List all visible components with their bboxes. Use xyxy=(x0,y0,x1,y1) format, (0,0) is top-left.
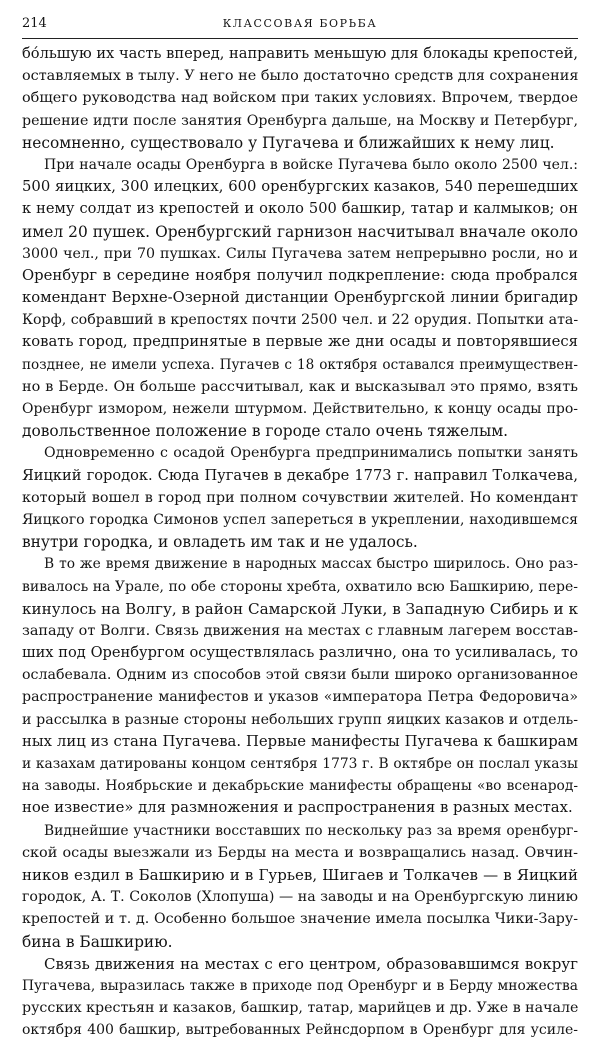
text-line: ослабевала. Одним из способов этой связи были широко организованное xyxy=(22,667,578,684)
text-line: имел 20 пушек. Оренбургский гарнизон насчитывал вначале около xyxy=(22,222,578,241)
text-line: Корф, собравший в крепостях почти 2500 чел. и 22 орудия. Попытки ата- xyxy=(22,312,578,329)
text-line: ской осады выезжали из Берды на места и возвращались назад. Овчин- xyxy=(22,844,578,861)
page-number: 214 xyxy=(22,16,47,31)
text-line: В то же время движение в народных массах быстро ширилось. Оно раз- xyxy=(44,556,578,573)
text-line: решение идти после занятия Оренбурга дальше, на Москву и Петербург, xyxy=(22,112,578,129)
text-line: оставляемых в тылу. У него не было достаточно средств для сохранения xyxy=(22,68,578,85)
text-line: западу от Волги. Связь движения на местах с главным лагерем восстав- xyxy=(22,622,578,639)
text-line: 500 яицких, 300 илецких, 600 оренбургских казаков, 540 перешедших xyxy=(22,178,578,196)
text-line: 3000 чел., при 70 пушках. Силы Пугачева затем непрерывно росли, но и xyxy=(22,245,578,262)
text-line: комендант Верхне-Озерной дистанции Оренбургской линии бригадир xyxy=(22,289,578,307)
text-line: и казахам датированы концом сентября 1773 г. В октябре он послал указы xyxy=(22,756,578,772)
header-rule xyxy=(22,38,578,39)
text-line: Одновременно с осадой Оренбурга предпринимались попытки занять xyxy=(44,445,578,462)
text-line: но в Берде. Он больше рассчитывал, как и высказывал это прямо, взять xyxy=(22,378,578,395)
text-line: городок, А. Т. Соколов (Хлопуша) — на заводы и на Оренбургскую линию xyxy=(22,889,578,906)
text-line: Яицкий городок. Сюда Пугачев в декабре 1773 г. направил Толкачева, xyxy=(22,466,578,484)
text-line: октября 400 башкир, вытребованных Рейнсдорпом в Оренбург для усиле- xyxy=(22,1022,578,1039)
text-line: распространение манифестов и указов «императора Петра Федоровича» xyxy=(22,689,578,706)
text-line: несомненно, существовало у Пугачева и ближайших к нему лиц. xyxy=(22,133,555,152)
running-head xyxy=(22,14,578,36)
text-line: При начале осады Оренбурга в войске Пугачева было около 2500 чел.: xyxy=(44,156,578,173)
text-line: внутри городка, и овладеть им так и не удалось. xyxy=(22,533,418,552)
text-line: который вошел в город при полном сочувствии жителей. Но комендант xyxy=(22,489,578,506)
text-line: Связь движения на местах с его центром, образовавшимся вокруг xyxy=(44,954,578,973)
text-line: довольственное положение в городе стало очень тяжелым. xyxy=(22,422,509,441)
text-line: Оренбург измором, нежели штурмом. Действительно, к концу осады про- xyxy=(22,401,578,417)
text-line: ное известие» для размножения и распространения в разных местах. xyxy=(22,799,573,817)
text-line: кинулось на Волгу, в район Самарской Луки, в Западную Сибирь и к xyxy=(22,599,578,618)
text-line: общего руководства над войском при таких условиях. Впрочем, твердое xyxy=(22,90,578,107)
text-line: и рассылка в разные стороны небольших групп яицких казаков и отдель- xyxy=(22,711,578,728)
text-line: Яицкого городка Симонов успел запереться в укреплении, находившемся xyxy=(22,511,578,528)
text-line: ных лиц из стана Пугачева. Первые манифесты Пугачева к башкирам xyxy=(22,732,578,750)
text-line: Оренбург в середине ноября получил подкрепление: сюда пробрался xyxy=(22,266,578,284)
text-line: на заводы. Ноябрьские и декабрьские манифесты обращены «во всенарод- xyxy=(22,778,578,795)
chapter-title: КЛАССОВАЯ БОРЬБА xyxy=(222,17,378,30)
text-line: крепостей и т. д. Особенно большое значение имела посылка Чики-Зару- xyxy=(22,911,578,928)
text-line: Пугачева, выразилась также в приходе под Оренбург и в Берду множества xyxy=(22,977,578,994)
text-line: позднее, не имели успеха. Пугачев с 18 октября оставался преимуществен- xyxy=(22,356,578,373)
text-line: вивалось на Урале, по обе стороны хребта, охватило всю Башкирию, пере- xyxy=(22,578,578,595)
text-line: бо́льшую их часть вперед, направить меньшую для блокады крепостей, xyxy=(22,45,578,62)
text-line: ковать город, предпринятые в первые же дни осады и повторявшиеся xyxy=(22,333,578,351)
text-line: ших под Оренбургом осуществлялась различно, она то усиливалась, то xyxy=(22,644,578,662)
text-line: русских крестьян и казаков, башкир, татар, марийцев и др. Уже в начале xyxy=(22,1000,578,1017)
text-line: бина в Башкирию. xyxy=(22,932,173,951)
text-line: ников ездил в Башкирию и в Гурьев, Шигаев и Толкачев — в Яицкий xyxy=(22,865,578,884)
body-text xyxy=(22,43,578,1041)
text-line: к нему солдат из крепостей и около 500 башкир, татар и калмыков; он xyxy=(22,200,578,218)
text-line: Виднейшие участники восставших по нескольку раз за время оренбург- xyxy=(44,822,578,839)
